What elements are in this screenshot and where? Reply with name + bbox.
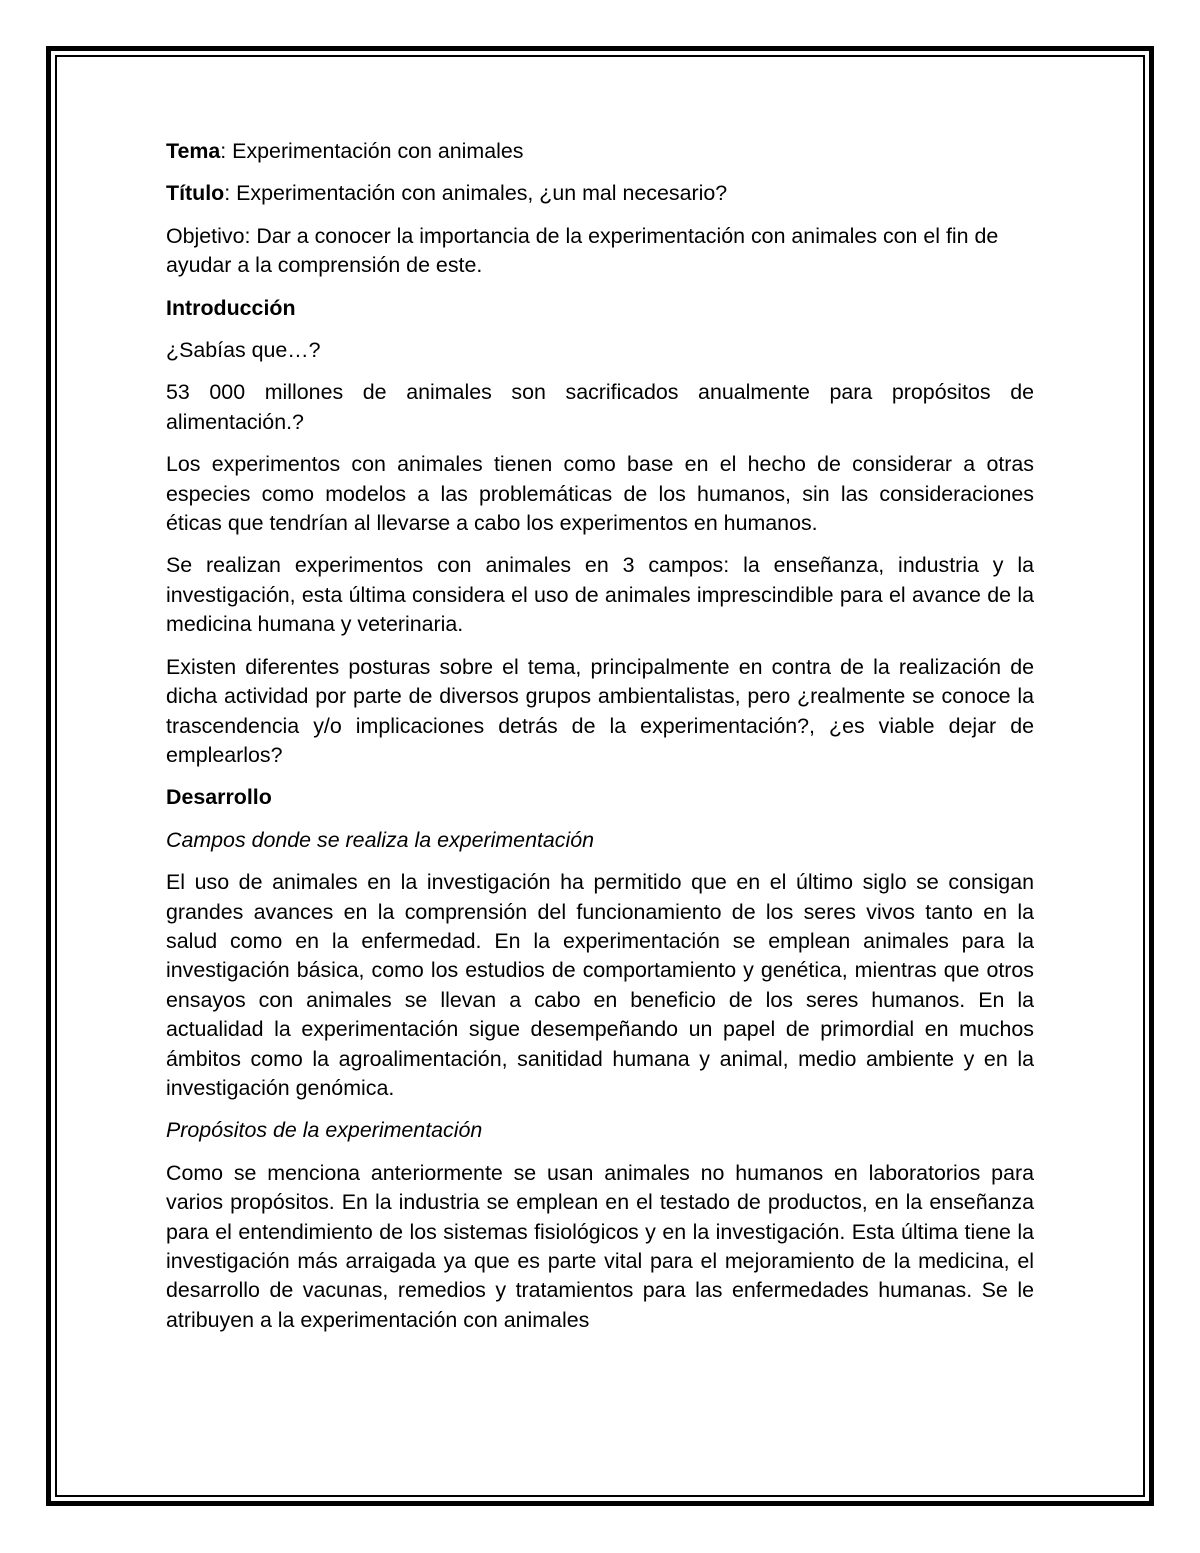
intro-paragraph-1: 53 000 millones de animales son sacrificados anualmente para propósitos de alimentación.? (166, 380, 1034, 434)
titulo-label: Título (166, 181, 225, 206)
tema-label: Tema (166, 139, 221, 163)
desarrollo-paragraph-1: El uso de animales en la investigación ha permitido que en el último siglo se consigan grandes avances en la comprensión del funcionamiento de los seres vivos tanto en la salud como en la enfermedad. En la experimentación se emplean animales para la investigación básica, como los estudios de comportamiento y genética, mientras que otros ensayos con animales se llevan a cabo en beneficio de los seres humanos. En la actualidad la experimentación sigue desempeñando un papel de primordial en muchos ámbitos como la agroalimentación, sanitidad humana y animal, medio ambiente y en la investigación genómica. (166, 870, 1034, 1100)
titulo-value: : Experimentación con animales, ¿un mal necesario? (224, 181, 728, 206)
tema-line (166, 137, 1034, 166)
document-body (166, 137, 1034, 1348)
subheading-campos: Campos donde se realiza la experimentación (166, 827, 595, 852)
desarrollo-paragraph-2: Como se menciona anteriormente se usan animales no humanos en laboratorios para varios propósitos. En la industria se emplean en el testado de productos, en la enseñanza para el entendimiento de los sistemas fisiológicos y en la investigación. Esta última tiene la investigación más arraigada ya que es parte vital para el mejoramiento de la medicina, el desarrollo de vacunas, remedios y tratamientos para las enfermedades humanas. Se le atribuyen a la experimentación con animales (166, 1160, 1034, 1332)
sabias-que-line: ¿Sabías que…? (166, 338, 321, 363)
tema-value: : Experimentación con animales (220, 139, 524, 163)
objetivo-paragraph: Objetivo: Dar a conocer la importancia de la experimentación con animales con el fin de ayudar a la comprensión de este. (166, 223, 999, 278)
subheading-propositos: Propósitos de la experimentación (166, 1118, 483, 1143)
intro-paragraph-4: Existen diferentes posturas sobre el tema, principalmente en contra de la realización de dicha actividad por parte de diversos grupos ambientalistas, pero ¿realmente se conoce la trascendencia y/o implicaciones detrás de la experimentación?, ¿es viable dejar de emplearlos? (166, 654, 1034, 767)
introduccion-heading: Introducción (166, 295, 296, 320)
titulo-line (166, 179, 1034, 208)
intro-paragraph-2: Los experimentos con animales tienen como base en el hecho de considerar a otras especies como modelos a las problemáticas de los humanos, sin las consideraciones éticas que tendrían al llevarse a cabo los experimentos en humanos. (166, 452, 1034, 536)
desarrollo-heading: Desarrollo (166, 785, 272, 810)
intro-paragraph-3: Se realizan experimentos con animales en 3 campos: la enseñanza, industria y la investigación, esta última considera el uso de animales imprescindible para el avance de la medicina humana y veterinaria. (166, 553, 1034, 637)
